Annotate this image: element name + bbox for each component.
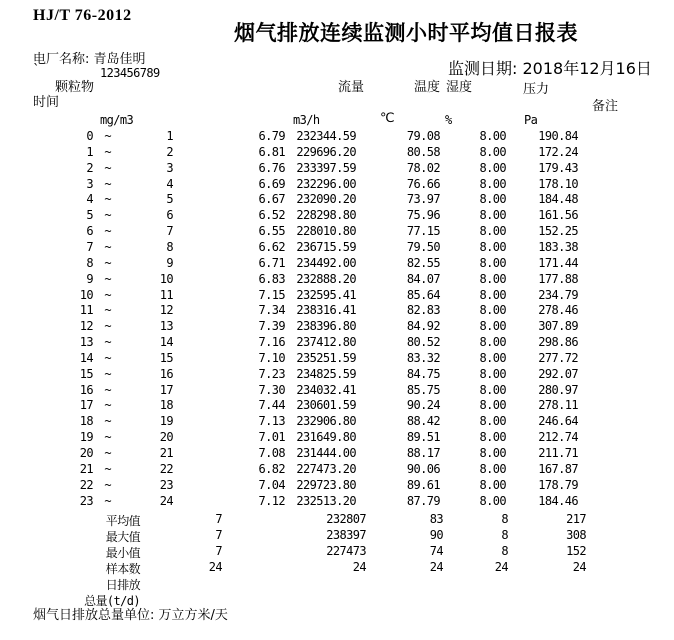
- hour-start-value: 4: [86, 192, 93, 207]
- hour-start-value: 18: [79, 414, 93, 429]
- flow-value: 229696.20: [296, 144, 356, 159]
- flow-value: 235251.59: [296, 350, 356, 365]
- particulate-value: 7.04: [258, 477, 285, 492]
- hour-start-value: 3: [86, 176, 93, 191]
- hour-start-value: 1: [86, 144, 93, 159]
- humidity-value: 8.00: [479, 414, 506, 429]
- flow-value: 228298.80: [296, 208, 356, 223]
- hour-start-value: 13: [79, 335, 93, 350]
- summary-particulate-value: 7: [215, 544, 222, 558]
- summary-particulate-value: 24: [208, 560, 222, 574]
- tilde-separator: ~: [104, 239, 111, 254]
- pressure-value: 184.48: [538, 192, 578, 207]
- particulate-value: 7.13: [258, 414, 285, 429]
- temperature-value: 80.52: [406, 335, 440, 350]
- hour-end-value: 23: [159, 477, 173, 492]
- hour-end-value: 3: [166, 160, 173, 175]
- summary-particulate-value: 7: [215, 528, 222, 542]
- flow-value: 230601.59: [296, 398, 356, 413]
- table-row: [0, 208, 674, 224]
- hour-end-value: 18: [159, 398, 173, 413]
- particulate-value: 6.55: [258, 224, 285, 239]
- humidity-value: 8.00: [479, 319, 506, 334]
- table-row: [0, 145, 674, 161]
- particulate-value: 6.52: [258, 208, 285, 223]
- flow-value: 228010.80: [296, 224, 356, 239]
- pressure-value: 184.46: [538, 493, 578, 508]
- summary-temperature-value: 74: [429, 544, 443, 558]
- unit-flow: m3/h: [293, 113, 320, 127]
- unit-temp: ℃: [380, 111, 395, 126]
- summary-humidity-value: 24: [494, 560, 508, 574]
- humidity-value: 8.00: [479, 255, 506, 270]
- summary-row-label: 最大值: [105, 530, 140, 544]
- hour-start-value: 10: [79, 287, 93, 302]
- table-row: [0, 256, 674, 272]
- hour-start-value: 12: [79, 319, 93, 334]
- particulate-value: 6.76: [258, 160, 285, 175]
- table-row: [0, 478, 674, 494]
- flow-value: 232906.80: [296, 414, 356, 429]
- particulate-value: 7.08: [258, 446, 285, 460]
- temperature-value: 89.61: [406, 477, 440, 492]
- hour-end-value: 20: [159, 430, 173, 445]
- tilde-separator: ~: [104, 398, 111, 413]
- pressure-value: 246.64: [538, 414, 578, 429]
- hour-start-value: 15: [79, 366, 93, 381]
- summary-pressure-value: 217: [566, 512, 586, 526]
- tilde-separator: ~: [104, 287, 111, 302]
- hour-end-value: 15: [159, 350, 173, 365]
- pressure-value: 212.74: [538, 430, 578, 445]
- hour-end-value: 21: [159, 446, 173, 460]
- pressure-value: 161.56: [538, 208, 578, 223]
- flow-value: 227473.20: [296, 461, 356, 476]
- particulate-value: 6.69: [258, 176, 285, 191]
- particulate-value: 7.30: [258, 382, 285, 397]
- humidity-value: 8.00: [479, 366, 506, 381]
- table-row: [0, 224, 674, 240]
- particulate-value: 7.12: [258, 493, 285, 508]
- particulate-value: 7.44: [258, 398, 285, 413]
- tilde-separator: ~: [104, 414, 111, 429]
- tick-mark: `: [33, 63, 40, 78]
- report-title: 烟气排放连续监测小时平均值日报表: [234, 21, 578, 45]
- pressure-value: 172.24: [538, 144, 578, 159]
- temperature-value: 90.06: [406, 461, 440, 476]
- summary-pressure-value: 308: [566, 528, 586, 542]
- plant-name: 电厂名称: 青岛佳明: [33, 52, 146, 67]
- pressure-value: 277.72: [538, 350, 578, 365]
- humidity-value: 8.00: [479, 398, 506, 413]
- table-row: [0, 494, 674, 510]
- hour-end-value: 11: [159, 287, 173, 302]
- hour-start-value: 14: [79, 350, 93, 365]
- flow-value: 229723.80: [296, 477, 356, 492]
- table-row: [0, 383, 674, 399]
- tilde-separator: ~: [104, 192, 111, 207]
- temperature-value: 73.97: [406, 192, 440, 207]
- summary-particulate-value: 7: [215, 512, 222, 526]
- table-row: [0, 192, 674, 208]
- hour-start-value: 2: [86, 160, 93, 175]
- pressure-value: 152.25: [538, 224, 578, 239]
- column-header-humidity: 湿度: [446, 80, 473, 95]
- table-row: [0, 398, 674, 414]
- tilde-separator: ~: [104, 350, 111, 365]
- tilde-separator: ~: [104, 303, 111, 318]
- table-row: [0, 177, 674, 193]
- hour-start-value: 17: [79, 398, 93, 413]
- tilde-separator: ~: [104, 224, 111, 239]
- unit-pressure: Pa: [524, 113, 538, 127]
- summary-temperature-value: 24: [429, 560, 443, 574]
- hour-end-value: 10: [159, 271, 173, 286]
- humidity-value: 8.00: [479, 430, 506, 445]
- temperature-value: 84.07: [406, 271, 440, 286]
- summary-row-label: 平均值: [105, 514, 140, 528]
- temperature-value: 77.15: [406, 224, 440, 239]
- particulate-value: 6.71: [258, 255, 285, 270]
- pressure-value: 278.11: [538, 398, 578, 413]
- tilde-separator: ~: [104, 366, 111, 381]
- pressure-value: 167.87: [538, 461, 578, 476]
- flow-value: 232296.00: [296, 176, 356, 191]
- humidity-value: 8.00: [479, 335, 506, 350]
- hour-end-value: 22: [159, 461, 173, 476]
- table-row: [0, 430, 674, 446]
- particulate-value: 7.34: [258, 303, 285, 318]
- hour-end-value: 13: [159, 319, 173, 334]
- flow-value: 234825.59: [296, 366, 356, 381]
- hour-end-value: 16: [159, 366, 173, 381]
- humidity-value: 8.00: [479, 224, 506, 239]
- humidity-value: 8.00: [479, 303, 506, 318]
- hour-start-value: 7: [86, 239, 93, 254]
- pressure-value: 292.07: [538, 366, 578, 381]
- flow-value: 232595.41: [296, 287, 356, 302]
- hour-end-value: 17: [159, 382, 173, 397]
- table-row: [0, 319, 674, 335]
- flow-value: 238316.41: [296, 303, 356, 318]
- tilde-separator: ~: [104, 335, 111, 350]
- tilde-separator: ~: [104, 176, 111, 191]
- particulate-value: 7.16: [258, 335, 285, 350]
- summary-humidity-value: 8: [501, 544, 508, 558]
- hour-end-value: 24: [159, 493, 173, 508]
- summary-temperature-value: 90: [429, 528, 443, 542]
- humidity-value: 8.00: [479, 493, 506, 508]
- flow-value: 232344.59: [296, 129, 356, 143]
- temperature-value: 82.55: [406, 255, 440, 270]
- column-header-time: 时间: [33, 95, 60, 110]
- footer-note: 烟气日排放总量单位: 万立方米/天: [33, 608, 228, 623]
- particulate-value: 6.83: [258, 271, 285, 286]
- humidity-value: 8.00: [479, 287, 506, 302]
- particulate-value: 7.15: [258, 287, 285, 302]
- pressure-value: 298.86: [538, 335, 578, 350]
- summary-row: [0, 544, 674, 560]
- tilde-separator: ~: [104, 382, 111, 397]
- particulate-value: 6.67: [258, 192, 285, 207]
- flow-value: 234032.41: [296, 382, 356, 397]
- hour-end-value: 19: [159, 414, 173, 429]
- column-header-flow: 流量: [338, 80, 365, 95]
- temperature-value: 79.50: [406, 239, 440, 254]
- hour-end-value: 4: [166, 176, 173, 191]
- temperature-value: 89.51: [406, 430, 440, 445]
- humidity-value: 8.00: [479, 176, 506, 191]
- summary-flow-value: 227473: [326, 544, 366, 558]
- particulate-value: 6.62: [258, 239, 285, 254]
- column-header-particulate: 颗粒物: [55, 80, 95, 95]
- tilde-separator: ~: [104, 493, 111, 508]
- temperature-value: 85.64: [406, 287, 440, 302]
- pressure-value: 307.89: [538, 319, 578, 334]
- humidity-value: 8.00: [479, 446, 506, 460]
- humidity-value: 8.00: [479, 271, 506, 286]
- table-row: [0, 367, 674, 383]
- unit-particulate: mg/m3: [100, 113, 134, 127]
- temperature-value: 90.24: [406, 398, 440, 413]
- tilde-separator: ~: [104, 271, 111, 286]
- humidity-value: 8.00: [479, 350, 506, 365]
- hour-start-value: 16: [79, 382, 93, 397]
- hour-end-value: 9: [166, 255, 173, 270]
- summary-row: [0, 560, 674, 576]
- hour-start-value: 20: [79, 446, 93, 460]
- tilde-separator: ~: [104, 129, 111, 143]
- summary-row-label: 最小值: [105, 546, 140, 560]
- tilde-separator: ~: [104, 477, 111, 492]
- hour-end-value: 5: [166, 192, 173, 207]
- particulate-value: 6.81: [258, 144, 285, 159]
- unit-humidity: %: [445, 113, 452, 127]
- table-row: [0, 446, 674, 462]
- pressure-value: 278.46: [538, 303, 578, 318]
- table-row: [0, 335, 674, 351]
- flow-value: 238396.80: [296, 319, 356, 334]
- particulate-value: 7.39: [258, 319, 285, 334]
- flow-value: 232888.20: [296, 271, 356, 286]
- particulate-value: 6.79: [258, 129, 285, 143]
- standard-number: HJ/T 76-2012: [33, 7, 132, 24]
- pressure-value: 183.38: [538, 239, 578, 254]
- humidity-value: 8.00: [479, 144, 506, 159]
- flow-value: 231649.80: [296, 430, 356, 445]
- pressure-value: 190.84: [538, 129, 578, 143]
- temperature-value: 82.83: [406, 303, 440, 318]
- column-header-pressure: 压力: [523, 82, 550, 97]
- summary-flow-value: 232807: [326, 512, 366, 526]
- pressure-value: 171.44: [538, 255, 578, 270]
- hour-start-value: 6: [86, 224, 93, 239]
- flow-value: 234492.00: [296, 255, 356, 270]
- pressure-value: 178.10: [538, 176, 578, 191]
- tilde-separator: ~: [104, 461, 111, 476]
- table-row: [0, 129, 674, 145]
- flow-value: 232090.20: [296, 192, 356, 207]
- table-row: [0, 414, 674, 430]
- summary-humidity-value: 8: [501, 528, 508, 542]
- hour-start-value: 21: [79, 461, 93, 476]
- humidity-value: 8.00: [479, 239, 506, 254]
- particulate-value: 7.01: [258, 430, 285, 445]
- summary-row: [0, 528, 674, 544]
- summary-flow-value: 238397: [326, 528, 366, 542]
- summary-flow-value: 24: [352, 560, 366, 574]
- summary-row-label: 样本数: [105, 562, 140, 576]
- particulate-value: 6.82: [258, 461, 285, 476]
- hour-start-value: 23: [79, 493, 93, 508]
- humidity-value: 8.00: [479, 382, 506, 397]
- pressure-value: 178.79: [538, 477, 578, 492]
- hour-end-value: 7: [166, 224, 173, 239]
- summary-humidity-value: 8: [501, 512, 508, 526]
- pressure-value: 211.71: [538, 446, 578, 460]
- column-header-temp: 温度: [414, 80, 441, 95]
- table-row: [0, 462, 674, 478]
- tilde-separator: ~: [104, 144, 111, 159]
- tilde-separator: ~: [104, 446, 111, 460]
- flow-value: 231444.00: [296, 446, 356, 460]
- table-row: [0, 161, 674, 177]
- tilde-separator: ~: [104, 430, 111, 445]
- humidity-value: 8.00: [479, 192, 506, 207]
- particulate-value: 7.23: [258, 366, 285, 381]
- pressure-value: 179.43: [538, 160, 578, 175]
- temperature-value: 88.17: [406, 446, 440, 460]
- summary-row-label: 总量(t/d): [84, 594, 140, 608]
- temperature-value: 80.58: [406, 144, 440, 159]
- particulate-value: 7.10: [258, 350, 285, 365]
- hour-end-value: 2: [166, 144, 173, 159]
- humidity-value: 8.00: [479, 461, 506, 476]
- table-row: [0, 240, 674, 256]
- summary-row: [0, 576, 674, 592]
- temperature-value: 84.75: [406, 366, 440, 381]
- hour-start-value: 9: [86, 271, 93, 286]
- hour-start-value: 22: [79, 477, 93, 492]
- tilde-separator: ~: [104, 160, 111, 175]
- tilde-separator: ~: [104, 208, 111, 223]
- hour-start-value: 8: [86, 255, 93, 270]
- humidity-value: 8.00: [479, 129, 506, 143]
- table-row: [0, 351, 674, 367]
- temperature-value: 84.92: [406, 319, 440, 334]
- pressure-value: 234.79: [538, 287, 578, 302]
- hour-start-value: 0: [86, 129, 93, 143]
- temperature-value: 85.75: [406, 382, 440, 397]
- temperature-value: 78.02: [406, 160, 440, 175]
- hour-end-value: 12: [159, 303, 173, 318]
- temperature-value: 83.32: [406, 350, 440, 365]
- table-row: [0, 272, 674, 288]
- table-row: [0, 303, 674, 319]
- hour-end-value: 8: [166, 239, 173, 254]
- hour-end-value: 1: [166, 129, 173, 143]
- summary-row: [0, 592, 674, 608]
- pressure-value: 280.97: [538, 382, 578, 397]
- humidity-value: 8.00: [479, 477, 506, 492]
- hour-end-value: 6: [166, 208, 173, 223]
- temperature-value: 87.79: [406, 493, 440, 508]
- hour-start-value: 11: [79, 303, 93, 318]
- flow-value: 237412.80: [296, 335, 356, 350]
- hour-start-value: 19: [79, 430, 93, 445]
- temperature-value: 76.66: [406, 176, 440, 191]
- monitor-date: 监测日期: 2018年12月16日: [448, 59, 652, 78]
- hour-start-value: 5: [86, 208, 93, 223]
- hour-end-value: 14: [159, 335, 173, 350]
- temperature-value: 79.08: [406, 129, 440, 143]
- summary-temperature-value: 83: [429, 512, 443, 526]
- summary-row: [0, 512, 674, 528]
- summary-pressure-value: 24: [572, 560, 586, 574]
- flow-value: 232513.20: [296, 493, 356, 508]
- summary-row-label: 日排放: [105, 578, 140, 592]
- humidity-value: 8.00: [479, 160, 506, 175]
- temperature-value: 88.42: [406, 414, 440, 429]
- table-row: [0, 288, 674, 304]
- tilde-separator: ~: [104, 319, 111, 334]
- summary-pressure-value: 152: [566, 544, 586, 558]
- flow-value: 233397.59: [296, 160, 356, 175]
- pressure-value: 177.88: [538, 271, 578, 286]
- tilde-separator: ~: [104, 255, 111, 270]
- temperature-value: 75.96: [406, 208, 440, 223]
- column-header-remark: 备注: [592, 99, 619, 114]
- plant-code: 123456789: [100, 66, 160, 80]
- humidity-value: 8.00: [479, 208, 506, 223]
- flow-value: 236715.59: [296, 239, 356, 254]
